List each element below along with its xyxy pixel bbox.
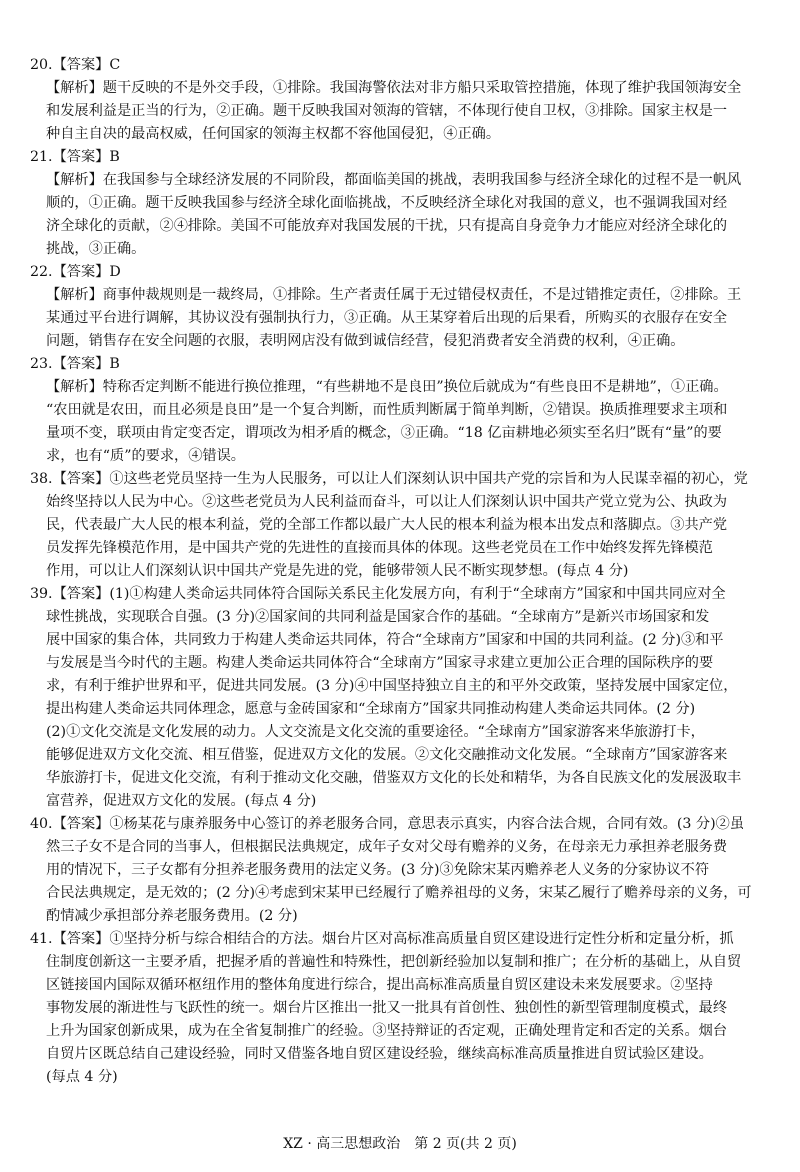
explanation-line: 能够促进双方文化交流、相互借鉴，促进双方文化的发展。②文化交融推动文化发展。“全球南方”国家游客来 bbox=[46, 747, 728, 763]
answer-text: 【答案】D bbox=[52, 264, 121, 280]
answer-text: 【答案】C bbox=[52, 57, 121, 73]
question-answer-line bbox=[30, 146, 772, 169]
explanation-line: 富营养，促进双方文化的发展。(每点 4 分) bbox=[46, 793, 317, 809]
explanation-line: 合民法典规定，是无效的；(2 分)④考虑到宋某甲已经履行了赡养祖母的义务，宋某乙履行了赡养母亲的义务，可 bbox=[46, 885, 752, 901]
explanation-line: 和发展利益是正当的行为，②正确。题干反映我国对领海的管辖，不体现行使自卫权，③排除。国家主权是一 bbox=[46, 103, 728, 119]
explanation-line: 球性挑战，实现联合自强。(3 分)②国家间的共同利益是国家合作的基础。“全球南方”是新兴市场国家和发 bbox=[46, 609, 710, 625]
question-answer-line bbox=[30, 813, 772, 836]
question-number: 22. bbox=[30, 264, 53, 280]
answer-text: 【答案】(1)①构建人类命运共同体符合国际关系民主化发展方向，有利于“全球南方”国家和中国共同应对全 bbox=[52, 586, 726, 602]
explanation-line: 提出构建人类命运共同体理念，愿意与金砖国家和“全球南方”国家共同推动构建人类命运共同体。(2 分) bbox=[46, 701, 696, 717]
explanation-line: 酌情减少承担部分养老服务费用。(2 分) bbox=[46, 908, 298, 924]
explanation-line: 挑战，③正确。 bbox=[46, 241, 146, 257]
explanation-line: 【解析】特称否定判断不能进行换位推理，“有些耕地不是良田”换位后就成为“有些良田不是耕地”，①正确。 bbox=[46, 379, 728, 395]
explanation-line: “农田就是农田，而且必须是良田”是一个复合判断，而性质判断属于简单判断，②错误。换质推理要求主项和 bbox=[46, 402, 728, 418]
explanation-line: 问题，销售存在安全问题的衣服，表明网店没有做到诚信经营，侵犯消费者安全消费的权利，④正确。 bbox=[46, 333, 685, 349]
explanation-line: 某通过平台进行调解，其协议没有强制执行力，③正确。从王某穿着后出现的后果看，所购买的衣服存在安全 bbox=[46, 310, 728, 326]
answer-text: 【答案】①这些老党员坚持一生为人民服务，可以让人们深刻认识中国共产党的宗旨和为人民谋幸福的初心，党 bbox=[52, 471, 748, 487]
explanation-line: 作用，可以让人们深刻认识中国共产党是先进的党，能够带领人民不断实现梦想。(每点 4 分) bbox=[46, 563, 629, 579]
explanation-line: 民，代表最广大人民的根本利益，党的全部工作都以最广大人民的根本利益为根本出发点和落脚点。③共产党 bbox=[46, 517, 728, 533]
answer-text: 【答案】B bbox=[52, 356, 120, 372]
question-number: 21. bbox=[30, 149, 53, 165]
question-number: 38. bbox=[30, 471, 53, 487]
explanation-line: 济全球化的贡献，②④排除。美国不可能放弃对我国发展的干扰，只有提高自身竞争力才能应对经济全球化的 bbox=[46, 218, 728, 234]
page-footer: XZ · 高三思想政治 第 2 页(共 2 页) bbox=[283, 1136, 517, 1152]
explanation-line: 区链接国内国际双循环枢纽作用的整体角度进行综合，提出高标准高质量自贸区建设未来发展要求。②坚持 bbox=[46, 977, 713, 993]
question-answer-line bbox=[30, 928, 772, 951]
explanation-line: 量项不变，联项由肯定变否定，谓项改为相矛盾的概念，③正确。“18 亿亩耕地必须实至名归”既有“量”的要 bbox=[46, 425, 722, 441]
question-answer-line bbox=[30, 54, 772, 77]
explanation-line: 始终坚持以人民为中心。②这些老党员为人民利益而奋斗，可以让人们深刻认识中国共产党立党为公、执政为 bbox=[46, 494, 728, 510]
explanation-line: (2)①文化交流是文化发展的动力。人文交流是文化交流的重要途径。“全球南方”国家游客来华旅游打卡， bbox=[46, 724, 705, 740]
explanation-line: 事物发展的渐进性与飞跃性的统一。烟台片区推出一批又一批具有首创性、独创性的新型管理制度模式，最终 bbox=[46, 1000, 728, 1016]
explanation-line: 【解析】题干反映的不是外交手段，①排除。我国海警依法对非方船只采取管控措施，体现了维护我国领海安全 bbox=[46, 80, 742, 96]
question-number: 39. bbox=[30, 586, 53, 602]
explanation-line: 华旅游打卡，促进文化交流，有利于推动文化交融，借鉴双方文化的长处和精华，为各自民族文化的发展汲取丰 bbox=[46, 770, 742, 786]
explanation-line: 自贸片区既总结自己建设经验，同时又借鉴各地自贸区建设经验，继续高标准高质量推进自贸试验区建设。 bbox=[46, 1046, 713, 1062]
question-block bbox=[30, 146, 772, 261]
explanation-line: 顺的，①正确。题干反映我国参与经济全球化面临挑战，不反映经济全球化对我国的意义，也不强调我国对经 bbox=[46, 195, 728, 211]
question-block bbox=[30, 353, 772, 468]
question-block bbox=[30, 468, 772, 583]
explanation-line: 求，也有“质”的要求，④错误。 bbox=[46, 448, 245, 464]
question-number: 20. bbox=[30, 57, 53, 73]
question-number: 23. bbox=[30, 356, 53, 372]
question-answer-line bbox=[30, 261, 772, 284]
question-block bbox=[30, 54, 772, 146]
answer-text: 【答案】①坚持分析与综合相结合的方法。烟台片区对高标准高质量自贸区建设进行定性分析和定量分析，抓 bbox=[52, 931, 734, 947]
explanation-line: 住制度创新这一主要矛盾，把握矛盾的普遍性和特殊性，把创新经验加以复制和推广；在分析的基础上，从自贸 bbox=[46, 954, 742, 970]
explanation-line: 用的情况下，三子女都有分担养老服务费用的法定义务。(3 分)③免除宋某丙赡养老人义务的分家协议不符 bbox=[46, 862, 710, 878]
explanation-line: 与发展是当今时代的主题。构建人类命运共同体符合“全球南方”国家寻求建立更加公正合理的国际秩序的要 bbox=[46, 655, 714, 671]
explanation-line: 求，有利于维护世界和平，促进共同发展。(3 分)④中国坚持独立自主的和平外交政策，坚持发展中国家定位， bbox=[46, 678, 738, 694]
question-answer-line bbox=[30, 353, 772, 376]
question-number: 41. bbox=[30, 931, 53, 947]
question-answer-line bbox=[30, 583, 772, 606]
question-block bbox=[30, 928, 772, 1089]
question-block bbox=[30, 261, 772, 353]
explanation-line: (每点 4 分) bbox=[46, 1069, 118, 1085]
answer-document bbox=[30, 54, 772, 1089]
question-answer-line bbox=[30, 468, 772, 491]
answer-text: 【答案】B bbox=[52, 149, 120, 165]
explanation-line: 【解析】商事仲裁规则是一裁终局，①排除。生产者责任属于无过错侵权责任，不是过错推定责任，②排除。王 bbox=[46, 287, 742, 303]
explanation-line: 种自主自决的最高权威，任何国家的领海主权都不容他国侵犯，④正确。 bbox=[46, 126, 501, 142]
question-number: 40. bbox=[30, 816, 53, 832]
question-block bbox=[30, 583, 772, 813]
answer-text: 【答案】①杨某花与康养服务中心签订的养老服务合同，意思表示真实，内容合法合规，合同有效。(3 分)②虽 bbox=[52, 816, 745, 832]
question-block bbox=[30, 813, 772, 928]
explanation-line: 员发挥先锋模范作用，是中国共产党的先进性的直接而具体的体现。这些老党员在工作中始终发挥先锋模范 bbox=[46, 540, 713, 556]
explanation-line: 然三子女不是合同的当事人，但根据民法典规定，成年子女对父母有赡养的义务，在母亲无力承担养老服务费 bbox=[46, 839, 728, 855]
explanation-line: 【解析】在我国参与全球经济发展的不同阶段，都面临美国的挑战，表明我国参与经济全球化的过程不是一帆风 bbox=[46, 172, 742, 188]
explanation-line: 展中国家的集合体，共同致力于构建人类命运共同体，符合“全球南方”国家和中国的共同利益。(2 分)③和平 bbox=[46, 632, 724, 648]
explanation-line: 上升为国家创新成果，成为在全省复制推广的经验。③坚持辩证的否定观，正确处理肯定和否定的关系。烟台 bbox=[46, 1023, 728, 1039]
